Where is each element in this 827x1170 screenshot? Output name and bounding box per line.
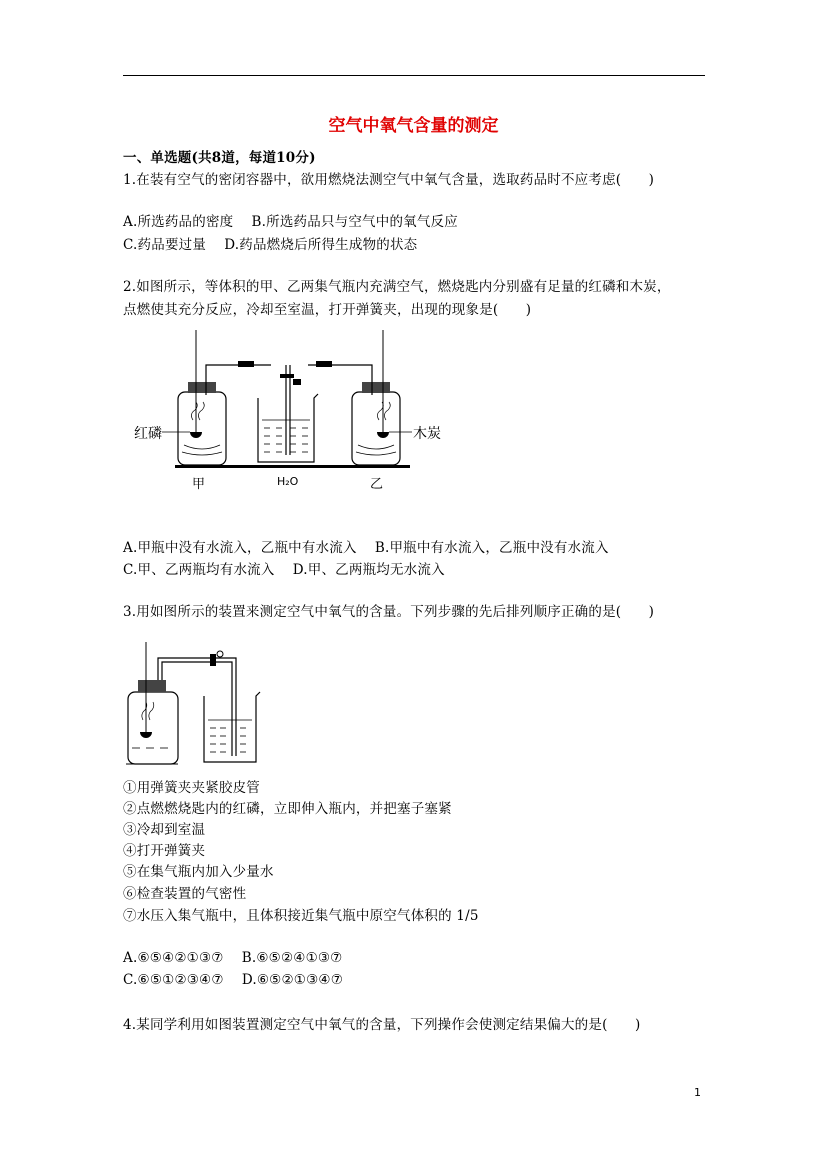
page-number: 1 (694, 1086, 701, 1099)
q2-options-cd: C.甲、乙两瓶均有水流入 D.甲、乙两瓶均无水流入 (123, 562, 445, 578)
q3-step-4: ④打开弹簧夹 (123, 843, 206, 859)
q3-options-cd: C.⑥⑤①②③④⑦ D.⑥⑤②①③④⑦ (123, 972, 343, 988)
q1-stem: 1.在装有空气的密闭容器中，欲用燃烧法测空气中氧气含量，选取药品时不应考虑( ) (123, 172, 655, 188)
q3-step-2: ②点燃燃烧匙内的红磷，立即伸入瓶内，并把塞子塞紧 (123, 801, 452, 817)
section-heading: 一、单选题(共8道，每道10分) (123, 150, 316, 166)
q1-options-ab: A.所选药品的密度 B.所选药品只与空气中的氧气反应 (123, 214, 458, 230)
label-red-phosphorus: 红磷 (134, 426, 162, 442)
q3-step-7: ⑦水压入集气瓶中，且体积接近集气瓶中原空气体积的 1/5 (123, 908, 479, 924)
q3-apparatus-figure (122, 640, 262, 770)
label-jia: 甲 (192, 477, 206, 492)
beaker-water (258, 365, 318, 462)
q3-step-3: ③冷却到室温 (123, 822, 206, 838)
q3-step-5: ⑤在集气瓶内加入少量水 (123, 864, 274, 880)
page-title: 空气中氧气含量的测定 (328, 116, 499, 136)
label-water: H₂O (277, 475, 299, 488)
q3-step-1: ①用弹簧夹夹紧胶皮管 (123, 780, 260, 796)
header-rule (123, 75, 705, 76)
label-charcoal: 木炭 (413, 426, 441, 442)
q1-options-cd: C.药品要过量 D.药品燃烧后所得生成物的状态 (123, 237, 418, 253)
q2-stem-line1: 2.如图所示，等体积的甲、乙两集气瓶内充满空气，燃烧匙内分别盛有足量的红磷和木炭， (123, 279, 671, 295)
q3-step-6: ⑥检查装置的气密性 (123, 886, 247, 902)
q3-stem: 3.用如图所示的装置来测定空气中氧气的含量。下列步骤的先后排列顺序正确的是( ) (123, 604, 655, 620)
q2-options-ab: A.甲瓶中没有水流入，乙瓶中有水流入 B.甲瓶中有水流入，乙瓶中没有水流入 (123, 540, 609, 556)
q3-options-ab: A.⑥⑤④②①③⑦ B.⑥⑤②④①③⑦ (123, 950, 343, 966)
q2-stem-line2: 点燃使其充分反应，冷却至室温，打开弹簧夹，出现的现象是( ) (123, 302, 532, 318)
bottle-yi (308, 330, 400, 465)
q2-apparatus-figure (120, 320, 460, 500)
label-yi: 乙 (370, 477, 384, 492)
bottle-jia (178, 330, 271, 465)
q4-stem: 4.某同学利用如图装置测定空气中氧气的含量，下列操作会使测定结果偏大的是( ) (123, 1017, 641, 1033)
